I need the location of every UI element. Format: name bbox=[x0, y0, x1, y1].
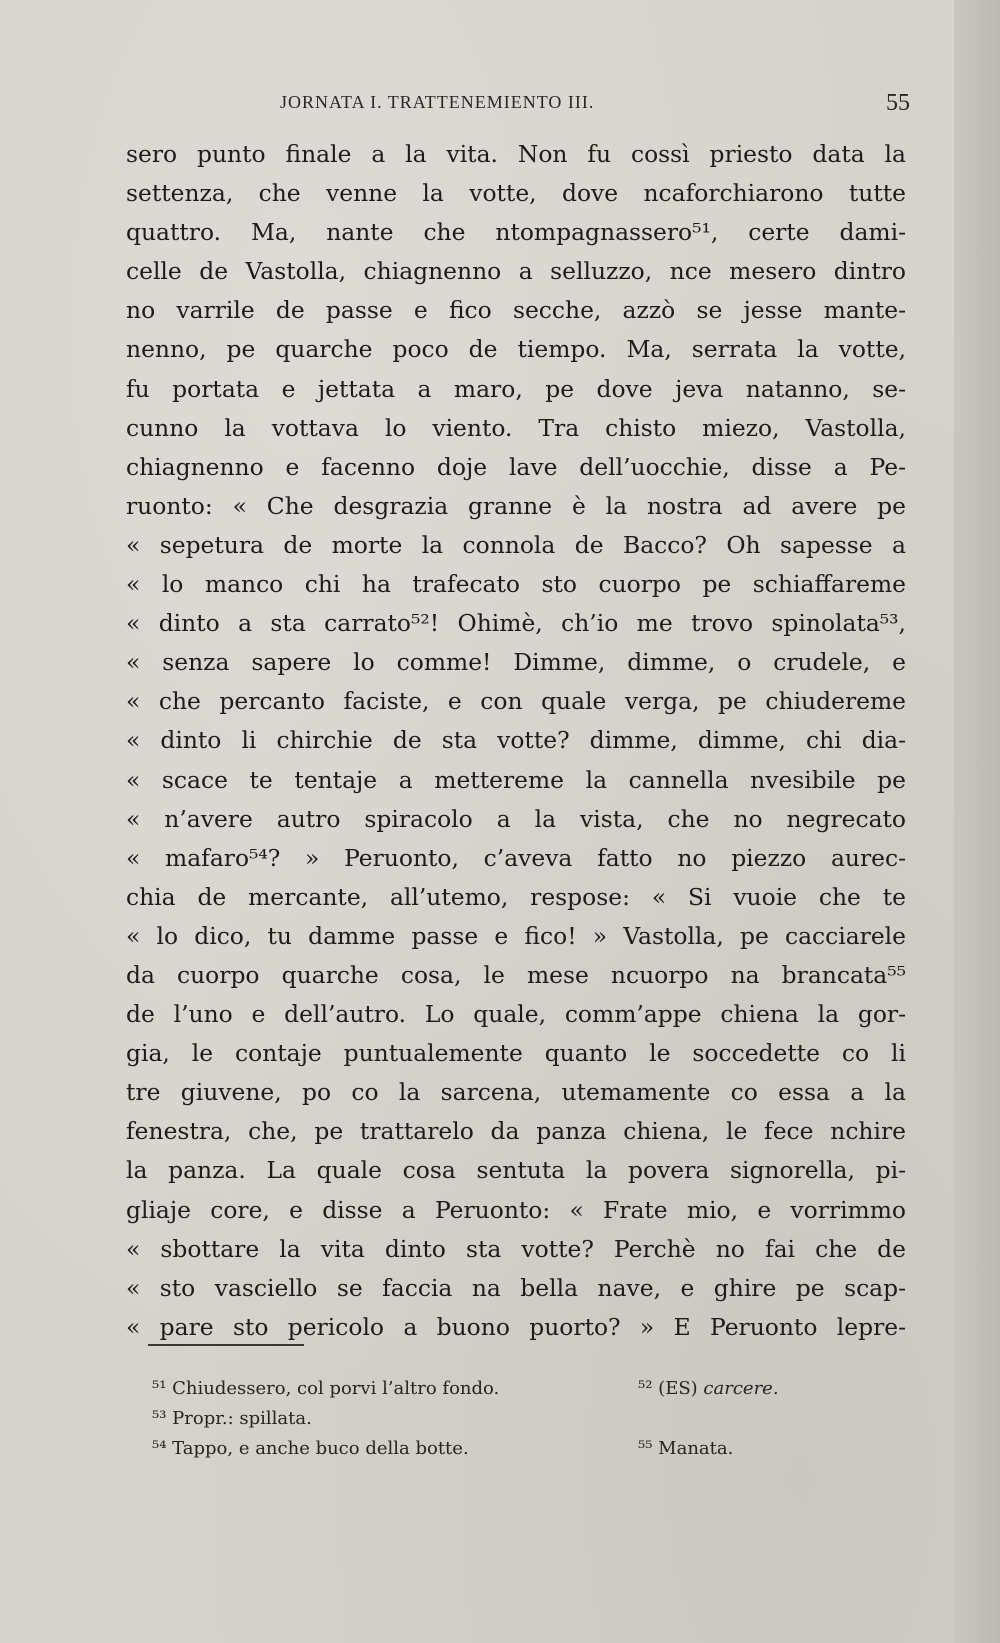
page-header bbox=[280, 84, 910, 124]
text-line: gia, le contaje puntualemente quanto le soccedette co li bbox=[126, 1039, 906, 1068]
text-line: « n’avere autro spiracolo a la vista, che no negrecato bbox=[126, 804, 906, 833]
footnote-52 bbox=[638, 1374, 779, 1404]
text-line: « sto vasciello se faccia na bella nave, e ghire pe scap- bbox=[126, 1273, 906, 1302]
text-line: settenza, che venne la votte, dove ncaforchiarono tutte bbox=[126, 179, 906, 208]
text-line: fu portata e jettata a maro, pe dove jeva natanno, se- bbox=[126, 374, 906, 403]
footnote-52-number: ⁵² bbox=[638, 1378, 653, 1399]
footnote-52-source: (ES) bbox=[658, 1378, 698, 1399]
footnote-52-word: carcere. bbox=[703, 1378, 779, 1399]
footnote-51: ⁵¹ Chiudessero, col porvi l’altro fondo. bbox=[152, 1378, 500, 1399]
text-line: « lo manco chi ha trafecato sto cuorpo pe schiaffareme bbox=[126, 570, 906, 599]
text-line: « lo dico, tu damme passe e fico! » Vastolla, pe cacciarele bbox=[126, 921, 906, 950]
text-line: no varrile de passe e fico secche, azzò se jesse mante- bbox=[126, 296, 906, 325]
text-line: tre giuvene, po co la sarcena, utemamente co essa a la bbox=[126, 1078, 906, 1107]
text-line: sero punto finale a la vita. Non fu cossì priesto data la bbox=[126, 140, 906, 168]
page-edge-shadow bbox=[954, 0, 1000, 1643]
footnote-54: ⁵⁴ Tappo, e anche buco della botte. bbox=[152, 1438, 469, 1459]
text-line: fenestra, che, pe trattarelo da panza chiena, le fece nchire bbox=[126, 1117, 906, 1146]
text-line: « pare sto pericolo a buono puorto? » E Peruonto lepre- bbox=[126, 1312, 906, 1341]
text-line: « sepetura de morte la connola de Bacco? Oh sapesse a bbox=[126, 530, 906, 559]
text-line: « che percanto faciste, e con quale verga, pe chiudereme bbox=[126, 687, 906, 716]
text-line: « dinto a sta carrato⁵²! Ohimè, ch’io me trovo spinolata⁵³, bbox=[126, 609, 906, 638]
footnote-53: ⁵³ Propr.: spillata. bbox=[152, 1408, 312, 1429]
text-line: quattro. Ma, nante che ntompagnassero⁵¹, certe dami- bbox=[126, 218, 906, 247]
text-line: chiagnenno e facenno doje lave dell’uocchie, disse a Pe- bbox=[126, 452, 906, 481]
text-line: ruonto: « Che desgrazia granne è la nostra ad avere pe bbox=[126, 491, 906, 520]
text-line: de l’uno e dell’autro. Lo quale, comm’appe chiena la gor- bbox=[126, 1000, 906, 1029]
text-line: « dinto li chirchie de sta votte? dimme, dimme, chi dia- bbox=[126, 726, 906, 755]
text-line: « senza sapere lo comme! Dimme, dimme, o crudele, e bbox=[126, 648, 906, 677]
text-line: la panza. La quale cosa sentuta la povera signorella, pi- bbox=[126, 1156, 906, 1185]
footnote-row bbox=[152, 1404, 912, 1434]
text-line: « scace te tentaje a mettereme la cannella nvesibile pe bbox=[126, 765, 906, 794]
text-line: « sbottare la vita dinto sta votte? Perchè no fai che de bbox=[126, 1234, 906, 1263]
page-number: 55 bbox=[886, 90, 910, 116]
footnote-55: ⁵⁵ Manata. bbox=[638, 1438, 734, 1459]
text-line: chia de mercante, all’utemo, respose: « Si vuoie che te bbox=[126, 882, 906, 911]
body-text bbox=[126, 135, 906, 1347]
text-line: « mafaro⁵⁴? » Peruonto, c’aveva fatto no piezzo aurec- bbox=[126, 843, 906, 872]
text-line: celle de Vastolla, chiagnenno a selluzzo, nce mesero dintro bbox=[126, 257, 906, 286]
text-line: nenno, pe quarche poco de tiempo. Ma, serrata la votte, bbox=[126, 335, 906, 364]
running-head: JORNATA I. TRATTENEMIENTO III. bbox=[280, 92, 595, 112]
text-line: cunno la vottava lo viento. Tra chisto miezo, Vastolla, bbox=[126, 413, 906, 442]
footnote-rule bbox=[148, 1344, 304, 1346]
footnote-row bbox=[152, 1434, 912, 1464]
text-line: gliaje core, e disse a Peruonto: « Frate mio, e vorrimmo bbox=[126, 1195, 906, 1224]
text-line: da cuorpo quarche cosa, le mese ncuorpo na brancata⁵⁵ bbox=[126, 960, 906, 989]
footnotes bbox=[152, 1374, 912, 1464]
footnote-row bbox=[152, 1374, 912, 1404]
